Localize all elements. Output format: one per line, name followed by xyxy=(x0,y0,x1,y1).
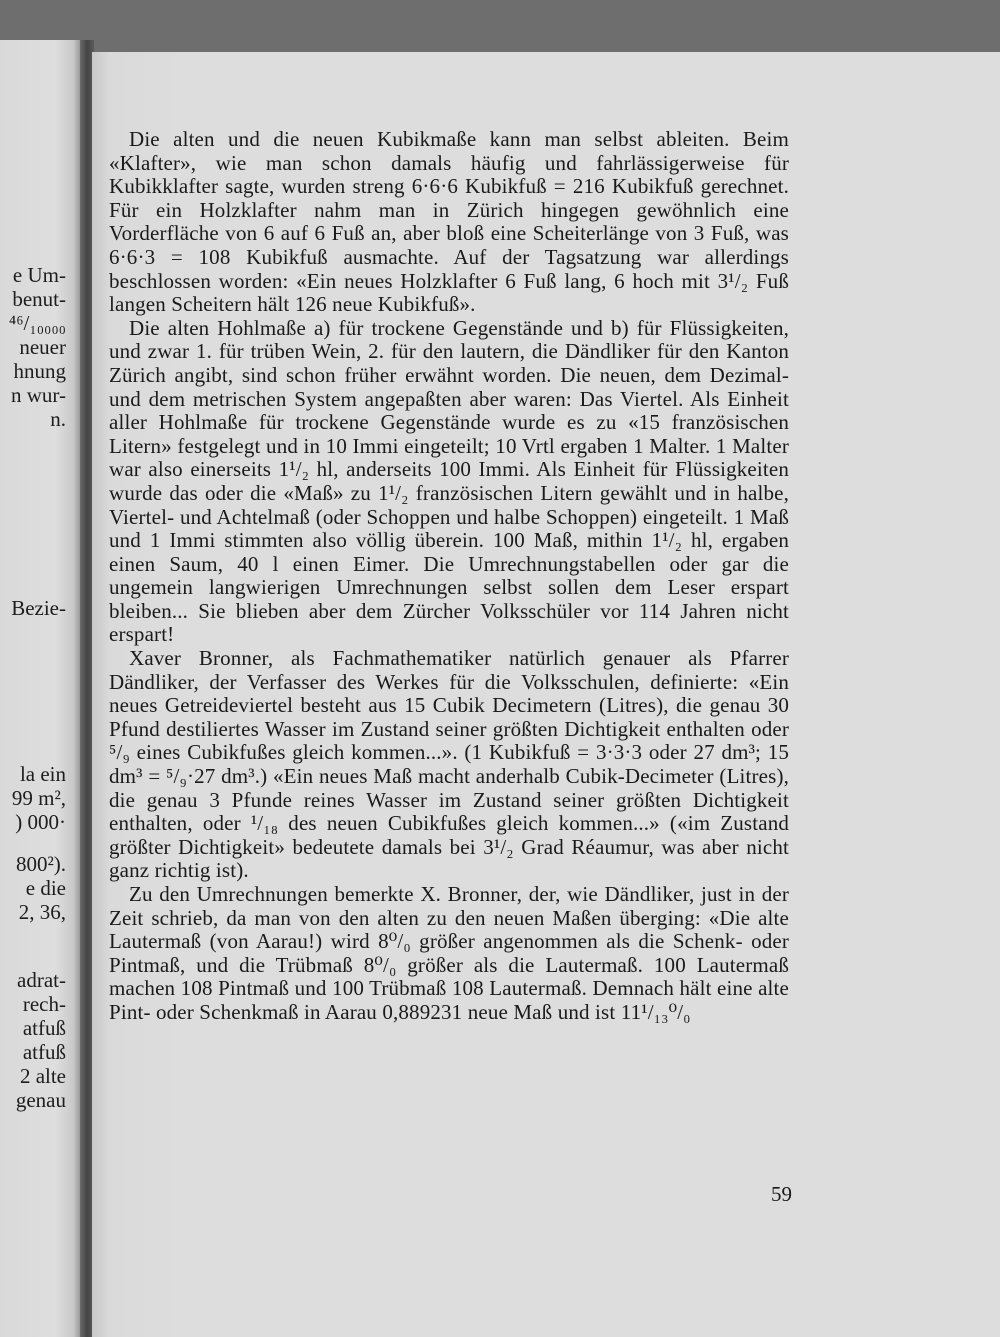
left-fragment: adrat- xyxy=(17,968,66,992)
left-fragment: 99 m², xyxy=(11,786,66,810)
paragraph-text: Zu den Umrechnungen bemerkte X. Bronner, der, wie Dändliker, just in der Zeit schrieb, da man von den alten zu den neuen Maßen überging: «Die alte Lautermaß (von Aarau!) wird 8⁰/₀ größer angenommen als die Schenk- oder Pintmaß, und die Trübmaß 8⁰/₀ größer als die Lautermaß. 100 Lautermaß machen 108 Pintmaß und 100 Trübmaß 108 Lautermaß. Demnach hält eine alte Pint- oder Schenkmaß in Aarau 0,889231 neue Maß und ist 11¹/₁₃⁰/₀ xyxy=(109,882,789,1024)
page-number: 59 xyxy=(771,1182,792,1206)
left-fragment: ⁴⁶/₁₀₀₀₀ xyxy=(8,311,66,335)
left-fragment: Bezie- xyxy=(11,596,66,620)
paragraph xyxy=(109,883,789,1025)
left-fragment: n wur- xyxy=(11,383,66,407)
left-fragment: e Um- xyxy=(12,263,66,287)
left-fragment: 2 alte xyxy=(19,1064,66,1088)
body-text xyxy=(109,128,789,1025)
left-fragment: atfuß xyxy=(22,1016,66,1040)
paragraph xyxy=(109,647,789,883)
right-page xyxy=(92,52,1000,1337)
left-fragment: hnung xyxy=(13,359,66,383)
left-fragment: atfuß xyxy=(22,1040,66,1064)
left-fragment: genau xyxy=(15,1088,66,1112)
left-fragment: rech- xyxy=(22,992,66,1016)
left-fragment: 2, 36, xyxy=(18,900,66,924)
left-fragment: e die xyxy=(25,876,66,900)
left-fragment: neuer xyxy=(19,335,66,359)
paragraph-text: Die alten Hohlmaße a) für trockene Gegenstände und b) für Flüssigkeiten, und zwar 1. für trüben Wein, 2. für den lautern, die Dändliker für den Kanton Zürich angibt, sind schon früher erwähnt worden. Die neuen, dem Dezimal- und dem metrischen System angepaßten aber waren: Das Viertel. Als Einheit aller Hohlmaße für trockene Gegenstände wurde es zu «15 französischen Litern» festgelegt und in 10 Immi eingeteilt; 10 Vrtl ergaben 1 Malter. 1 Malter war also einerseits 1¹/₂ hl, anderseits 100 Immi. Als Einheit für Flüssigkeiten wurde das oder die «Maß» zu 1¹/₂ französischen Litern gewählt und in halbe, Viertel- und Achtelmaß (oder Schoppen und halbe Schoppen) eingeteilt. 1 Maß und 1 Immi stimmten also völlig überein. 100 Maß, mithin 1¹/₂ hl, ergaben einen Saum, 40 l einen Eimer. Die Umrechnungstabellen oder gar die ungemein langwierigen Umrechnungen selbst sollen dem Leser erspart bleiben... Sie blieben aber dem Zürcher Volksschüler vor 114 Jahren nicht erspart! xyxy=(109,315,789,647)
paragraph xyxy=(109,317,789,647)
left-fragment: 800²). xyxy=(15,852,66,876)
paragraph xyxy=(109,128,789,317)
left-fragment: n. xyxy=(50,407,66,431)
left-fragment: ) 000· xyxy=(15,810,66,834)
paragraph-text: Die alten und die neuen Kubikmaße kann man selbst ableiten. Beim «Klafter», wie man schon damals häufig und fahrlässigerweise für Kubikklafter sagte, wurden streng 6·6·6 Kubikfuß = 216 Kubikfuß gerechnet. Für ein Holzklafter nahm man in Zürich hingegen gewöhnlich eine Vorderfläche von 6 auf 6 Fuß an, aber bloß eine Scheiterlänge von 3 Fuß, was 6·6·3 = 108 Kubikfuß ausmachte. Auf der Tagsatzung war allerdings beschlossen worden: «Ein neues Holzklafter 6 Fuß lang, 6 hoch mit 3¹/₂ Fuß langen Scheitern hält 126 neue Kubikfuß». xyxy=(109,127,789,317)
left-fragment: la ein xyxy=(19,762,66,786)
left-fragment: benut- xyxy=(12,287,66,311)
left-page-edge xyxy=(0,40,80,1337)
paragraph-text: Xaver Bronner, als Fachmathematiker natürlich genauer als Pfarrer Dändliker, der Verfasser des Werkes für die Volksschulen, definierte: «Ein neues Getreideviertel besteht aus 15 Cubik Decimetern (Litres), die genau 30 Pfund destiliertes Wasser im Zustand seiner größten Dichtigkeit enthalten oder ⁵/₉ eines Cubikfußes gleich kommen...». (1 Kubikfuß = 3·3·3 oder 27 dm³; 15 dm³ = ⁵/₉·27 dm³.) «Ein neues Maß macht anderhalb Cubik-Decimeter (Litres), die genau 3 Pfunde reines Wasser im Zustand seiner größten Dichtigkeit enthalten, oder ¹/₁₈ des neuen Cubikfußes gleich kommen...» («im Zustand größter Dichtigkeit» bedeutete damals bei 3¹/₂ Grad Réaumur, was aber nicht ganz richtig ist). xyxy=(109,646,789,883)
